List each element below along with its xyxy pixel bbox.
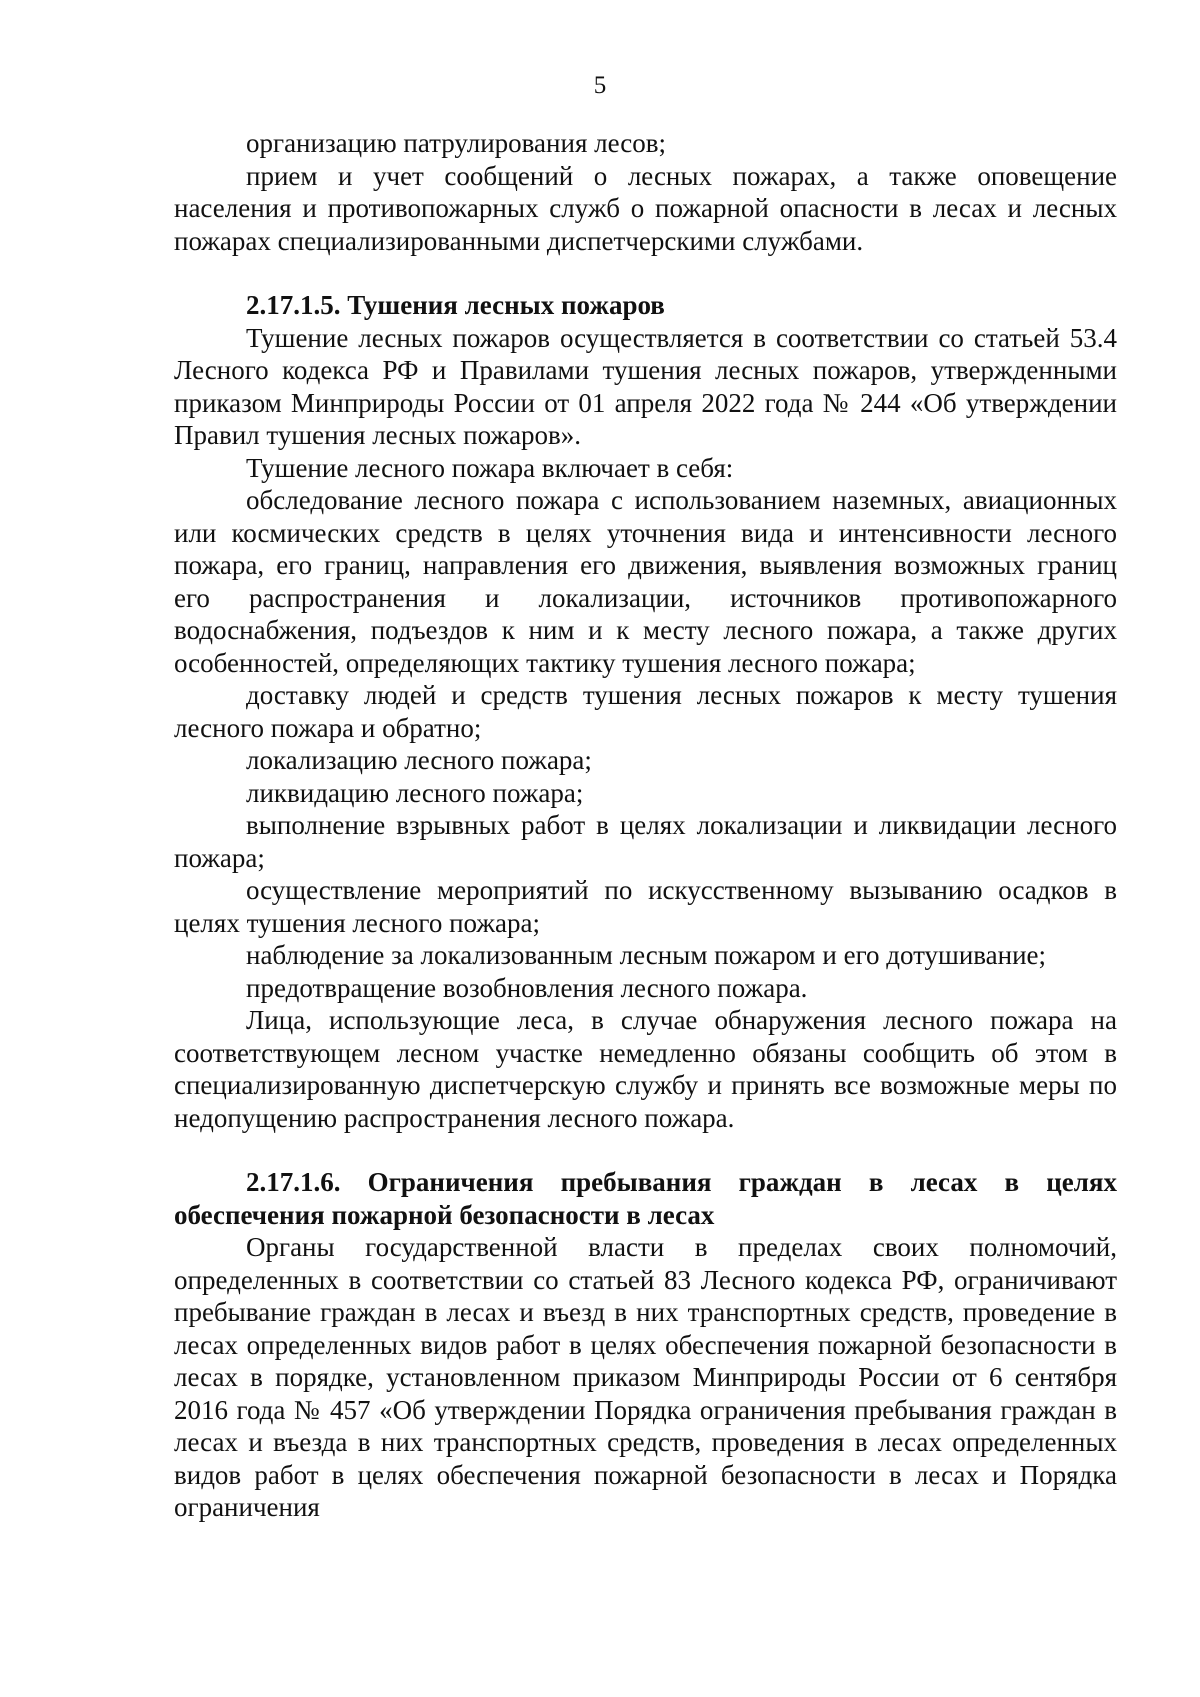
document-body [174, 127, 1117, 1524]
page-number: 5 [593, 72, 607, 99]
paragraph-forest-users: Лица, использующие леса, в случае обнаружения лесного пожара на соответствующем лесном участке немедленно обязаны сообщить об этом в специализированную диспетчерскую службу и принять все возможные меры по недопущению распространения лесного пожара. [174, 1005, 1117, 1133]
list-item-delivery: доставку людей и средств тушения лесных пожаров к месту тушения лесного пожара и обратно; [174, 680, 1117, 743]
list-item-observation: наблюдение за локализованным лесным пожаром и его дотушивание; [246, 940, 1047, 970]
list-item-liquidation: ликвидацию лесного пожара; [246, 777, 584, 808]
paragraph-reports: прием и учет сообщений о лесных пожарах, а также оповещение населения и противопожарных служб о пожарной опасности в лесах и лесных пожарах специализированными диспетчерскими службами. [174, 160, 1117, 256]
paragraph-authorities: Органы государственной власти в пределах своих полномочий, определенных в соответствии со статьей 83 Лесного кодекса РФ, ограничивают пребывание граждан в лесах и въезд в них транспортных средств, проведение в лесах определенных видов работ в целях обеспечения пожарной безопасности в лесах в порядке, установленном приказом Минприроды России от 6 сентября 2016 года № 457 «Об утверждении Порядка ограничения пребывания граждан в лесах и въезда в них транспортных средств, проведения в лесах определенных видов работ в целях обеспечения пожарной безопасности в лесах и Порядка ограничения [174, 1232, 1117, 1522]
list-item-blasting: выполнение взрывных работ в целях локализации и ликвидации лесного пожара; [174, 810, 1117, 873]
paragraph-patrol: организацию патрулирования лесов; [246, 128, 666, 158]
section-heading-extinguishing: 2.17.1.5. Тушения лесных пожаров [246, 290, 665, 320]
paragraph-includes: Тушение лесного пожара включает в себя: [246, 452, 734, 483]
section-gap [174, 257, 1117, 289]
list-item-localization: локализацию лесного пожара; [246, 745, 592, 775]
paragraph-extinguishing-basis: Тушение лесных пожаров осуществляется в соответствии со статьей 53.4 Лесного кодекса РФ и Правилами тушения лесных пожаров, утвержденными приказом Минприроды России от 01 апреля 2022 года № 244 «Об утверждении Правил тушения лесных пожаров». [174, 322, 1117, 450]
section-gap [174, 1134, 1117, 1166]
list-item-prevention: предотвращение возобновления лесного пожара. [246, 972, 808, 1003]
list-item-precipitation: осуществление мероприятий по искусственному вызыванию осадков в целях тушения лесного пожара; [174, 875, 1117, 938]
section-heading-restrictions: 2.17.1.6. Ограничения пребывания граждан в лесах в целях обеспечения пожарной безопасности в лесах [174, 1167, 1117, 1230]
list-item-survey: обследование лесного пожара с использованием наземных, авиационных или космических средств в целях уточнения вида и интенсивности лесного пожара, его границ, направления его движения, выявления возможных границ его распространения и локализации, источников противопожарного водоснабжения, подъездов к ним и к месту лесного пожара, а также других особенностей, определяющих тактику тушения лесного пожара; [174, 485, 1117, 678]
